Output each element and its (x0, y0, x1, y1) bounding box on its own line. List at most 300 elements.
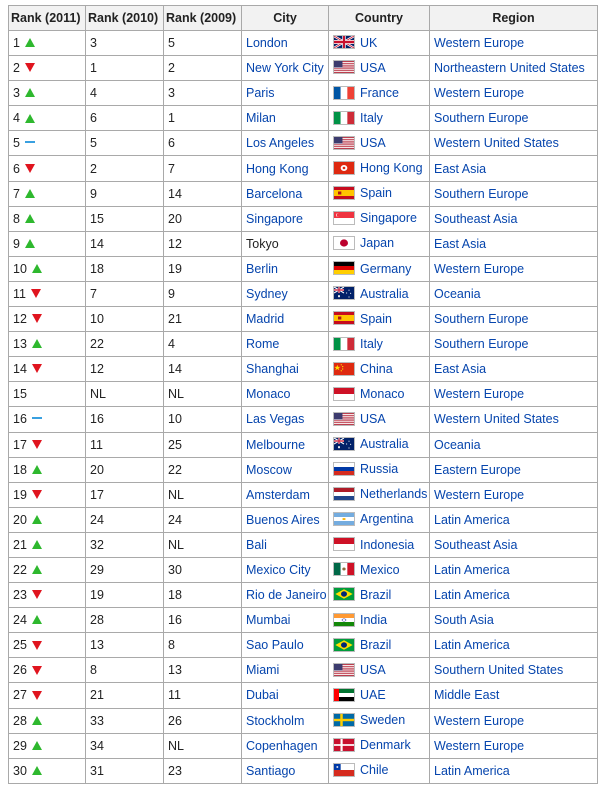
italy-flag-icon (333, 111, 355, 125)
trend-up-icon (32, 264, 42, 273)
country-link[interactable]: Spain (360, 311, 392, 326)
region-cell (430, 683, 598, 708)
rank-2011: 3 (13, 86, 20, 101)
region-link[interactable]: Latin America (434, 563, 510, 578)
city-cell (242, 583, 329, 608)
region-link[interactable]: Southern United States (434, 663, 564, 678)
city-link[interactable]: Stockholm (246, 713, 305, 728)
region-cell (430, 482, 598, 507)
city-link[interactable]: Shanghai (246, 362, 299, 377)
rank-2011-cell (9, 432, 86, 457)
trend-down-icon (32, 666, 42, 675)
rank-2009: 14 (168, 186, 182, 201)
region-cell (430, 608, 598, 633)
header-row (9, 6, 598, 31)
rank-2010: 17 (90, 487, 104, 502)
region-link[interactable]: Middle East (434, 688, 500, 703)
rank-2010-cell (86, 457, 164, 482)
rank-2011: 6 (13, 161, 20, 176)
city-link[interactable]: Sao Paulo (246, 638, 304, 653)
city-link[interactable]: Los Angeles (246, 136, 315, 151)
rank-2011-cell (9, 683, 86, 708)
rank-2011-cell (9, 281, 86, 306)
rank-2009: 23 (168, 763, 182, 778)
rank-2009-cell (164, 206, 242, 231)
col-header-country[interactable]: Country (329, 6, 430, 31)
city-link[interactable]: Rome (246, 337, 280, 352)
city-link: Tokyo (246, 236, 279, 251)
country-link[interactable]: Indonesia (360, 537, 415, 552)
hong-kong-flag-icon (333, 161, 355, 175)
region-link[interactable]: Northeastern United States (434, 61, 585, 76)
region-link[interactable]: South Asia (434, 613, 494, 628)
city-cell (242, 332, 329, 357)
rank-2011-cell (9, 307, 86, 332)
table-row (9, 382, 598, 407)
region-cell (430, 432, 598, 457)
japan-flag-icon (333, 236, 355, 250)
rank-2009-cell (164, 407, 242, 432)
country-cell (329, 307, 430, 332)
region-link[interactable]: Eastern Europe (434, 462, 521, 477)
rank-2011: 20 (13, 512, 27, 527)
country-link[interactable]: Netherlands (360, 487, 428, 502)
rank-2011-cell (9, 106, 86, 131)
country-link[interactable]: Italy (360, 110, 383, 125)
rank-2011-cell (9, 407, 86, 432)
region-link[interactable]: Southeast Asia (434, 537, 518, 552)
rank-2010: 24 (90, 512, 104, 527)
rank-2011-cell (9, 482, 86, 507)
region-link[interactable]: Western Europe (434, 738, 525, 753)
city-link[interactable]: Amsterdam (246, 487, 310, 502)
region-link[interactable]: Western Europe (434, 86, 525, 101)
rank-2010: 16 (90, 412, 104, 427)
trend-down-icon (32, 440, 42, 449)
trend-down-icon (32, 364, 42, 373)
country-cell (329, 633, 430, 658)
rank-2010: NL (90, 387, 106, 402)
table-row (9, 156, 598, 181)
rank-2011-cell (9, 81, 86, 106)
region-cell (430, 457, 598, 482)
country-cell (329, 156, 430, 181)
france-flag-icon (333, 86, 355, 100)
city-cell (242, 281, 329, 306)
city-link[interactable]: Dubai (246, 688, 279, 703)
col-header-rank-2011[interactable]: Rank (2011) (9, 6, 86, 31)
denmark-flag-icon (333, 738, 355, 752)
region-cell (430, 332, 598, 357)
city-link[interactable]: Berlin (246, 261, 278, 276)
city-cell (242, 181, 329, 206)
rank-2009-cell (164, 56, 242, 81)
rank-2009: 1 (168, 111, 175, 126)
rank-2010: 2 (90, 161, 97, 176)
country-link[interactable]: Singapore (360, 211, 417, 226)
trend-up-icon (32, 339, 42, 348)
table-row (9, 181, 598, 206)
city-link[interactable]: Mumbai (246, 613, 291, 628)
region-link[interactable]: Oceania (434, 437, 481, 452)
rank-2010: 15 (90, 211, 104, 226)
city-link[interactable]: Singapore (246, 211, 303, 226)
table-row (9, 658, 598, 683)
rank-2011-cell (9, 532, 86, 557)
rank-2011-cell (9, 758, 86, 783)
country-cell (329, 658, 430, 683)
usa-flag-icon (333, 412, 355, 426)
region-cell (430, 106, 598, 131)
rank-2010-cell (86, 56, 164, 81)
region-cell (430, 181, 598, 206)
rankings-table (8, 5, 598, 784)
region-link[interactable]: Southern Europe (434, 312, 529, 327)
table-row (9, 307, 598, 332)
rank-2010-cell (86, 332, 164, 357)
city-cell (242, 758, 329, 783)
city-link[interactable]: Sydney (246, 286, 288, 301)
country-link[interactable]: Italy (360, 336, 383, 351)
country-cell (329, 557, 430, 582)
region-cell (430, 281, 598, 306)
region-cell (430, 256, 598, 281)
col-header-rank-2009[interactable]: Rank (2009) (164, 6, 242, 31)
rank-2009: 21 (168, 312, 182, 327)
rank-2009: 2 (168, 61, 175, 76)
country-link[interactable]: Germany (360, 261, 412, 276)
city-link[interactable]: Copenhagen (246, 738, 318, 753)
rank-2010: 32 (90, 537, 104, 552)
rank-2011-cell (9, 357, 86, 382)
city-cell (242, 733, 329, 758)
table-row (9, 457, 598, 482)
rank-2009: 12 (168, 236, 182, 251)
country-link[interactable]: Chile (360, 763, 389, 778)
rank-2010-cell (86, 658, 164, 683)
region-link[interactable]: Western Europe (434, 487, 525, 502)
col-header-rank-2010[interactable]: Rank (2010) (86, 6, 164, 31)
region-link[interactable]: East Asia (434, 362, 487, 377)
rank-2011: 18 (13, 462, 27, 477)
rank-2009-cell (164, 457, 242, 482)
rank-2010-cell (86, 583, 164, 608)
rank-2009: 11 (168, 688, 181, 703)
country-cell (329, 457, 430, 482)
rank-2009-cell (164, 482, 242, 507)
rank-2010-cell (86, 357, 164, 382)
table-row (9, 608, 598, 633)
rank-2009-cell (164, 231, 242, 256)
country-link[interactable]: Russia (360, 462, 399, 477)
rank-2009-cell (164, 382, 242, 407)
table-row (9, 407, 598, 432)
region-cell (430, 231, 598, 256)
rank-2009: NL (168, 738, 184, 753)
city-cell (242, 81, 329, 106)
rank-2010: 6 (90, 111, 97, 126)
country-link[interactable]: Brazil (360, 637, 392, 652)
table-row (9, 507, 598, 532)
region-link[interactable]: Western Europe (434, 713, 525, 728)
trend-up-icon (32, 716, 42, 725)
rank-2010-cell (86, 81, 164, 106)
region-link[interactable]: Western Europe (434, 387, 525, 402)
country-link[interactable]: Denmark (360, 738, 411, 753)
chile-flag-icon (333, 763, 355, 777)
region-link[interactable]: Latin America (434, 638, 510, 653)
rank-2011: 29 (13, 738, 27, 753)
region-link[interactable]: East Asia (434, 161, 487, 176)
region-cell (430, 81, 598, 106)
city-cell (242, 432, 329, 457)
trend-down-icon (25, 164, 35, 173)
trend-down-icon (32, 590, 42, 599)
table-row (9, 256, 598, 281)
table-row (9, 357, 598, 382)
country-link[interactable]: UAE (360, 688, 386, 703)
country-link[interactable]: France (360, 85, 399, 100)
region-cell (430, 131, 598, 156)
rank-2010: 14 (90, 236, 104, 251)
trend-up-icon (25, 38, 35, 47)
rank-2010-cell (86, 106, 164, 131)
region-cell (430, 733, 598, 758)
rank-2011: 30 (13, 763, 27, 778)
region-link[interactable]: Southeast Asia (434, 211, 518, 226)
rank-2009: NL (168, 537, 184, 552)
country-link[interactable]: USA (360, 60, 386, 75)
region-link[interactable]: Oceania (434, 286, 481, 301)
spain-flag-icon (333, 311, 355, 325)
trend-unchanged-icon (25, 141, 35, 143)
rank-2011: 25 (13, 638, 27, 653)
rank-2010: 7 (90, 286, 97, 301)
region-link[interactable]: Western United States (434, 412, 559, 427)
col-header-city[interactable]: City (242, 6, 329, 31)
col-header-region[interactable]: Region (430, 6, 598, 31)
netherlands-flag-icon (333, 487, 355, 501)
table-row (9, 106, 598, 131)
region-link[interactable]: Southern Europe (434, 186, 529, 201)
trend-up-icon (32, 565, 42, 574)
rank-2010-cell (86, 683, 164, 708)
rank-2011: 17 (13, 437, 27, 452)
city-link[interactable]: Bali (246, 537, 267, 552)
city-link[interactable]: Miami (246, 663, 280, 678)
city-link[interactable]: Hong Kong (246, 161, 309, 176)
country-link[interactable]: Spain (360, 186, 392, 201)
rank-2011-cell (9, 457, 86, 482)
rank-2011: 15 (13, 387, 27, 402)
rank-2009: 6 (168, 136, 175, 151)
brazil-flag-icon (333, 587, 355, 601)
australia-flag-icon (333, 437, 355, 451)
country-cell (329, 482, 430, 507)
region-link[interactable]: Western Europe (434, 36, 525, 51)
rank-2011-cell (9, 131, 86, 156)
country-link[interactable]: India (360, 612, 388, 627)
trend-up-icon (32, 465, 42, 474)
rank-2009: 26 (168, 713, 182, 728)
region-link[interactable]: Latin America (434, 763, 510, 778)
italy-flag-icon (333, 337, 355, 351)
table-row (9, 683, 598, 708)
region-cell (430, 658, 598, 683)
trend-unchanged-icon (32, 417, 42, 419)
city-link[interactable]: Melbourne (246, 437, 306, 452)
rank-2011-cell (9, 658, 86, 683)
rank-2009-cell (164, 281, 242, 306)
country-cell (329, 131, 430, 156)
rank-2009-cell (164, 507, 242, 532)
city-link[interactable]: Mexico City (246, 563, 311, 578)
rank-2011: 12 (13, 312, 27, 327)
rank-2009: 30 (168, 563, 182, 578)
table-row (9, 482, 598, 507)
country-link[interactable]: USA (360, 412, 386, 427)
rank-2011: 28 (13, 713, 27, 728)
region-cell (430, 156, 598, 181)
region-cell (430, 507, 598, 532)
region-link[interactable]: Latin America (434, 512, 510, 527)
city-link[interactable]: New York City (246, 61, 324, 76)
country-cell (329, 733, 430, 758)
table-row (9, 56, 598, 81)
rank-2011: 24 (13, 613, 27, 628)
country-cell (329, 432, 430, 457)
city-cell (242, 382, 329, 407)
rank-2009-cell (164, 31, 242, 56)
country-cell (329, 608, 430, 633)
city-cell (242, 708, 329, 733)
rank-2010: 4 (90, 86, 97, 101)
rank-2010: 22 (90, 337, 104, 352)
trend-up-icon (32, 615, 42, 624)
country-link[interactable]: China (360, 361, 393, 376)
rank-2010-cell (86, 733, 164, 758)
rank-2009: 8 (168, 638, 175, 653)
region-link[interactable]: Southern Europe (434, 111, 529, 126)
city-link[interactable]: Paris (246, 86, 275, 101)
city-cell (242, 256, 329, 281)
rank-2009-cell (164, 633, 242, 658)
country-link[interactable]: UK (360, 35, 378, 50)
table-row (9, 131, 598, 156)
city-link[interactable]: Rio de Janeiro (246, 588, 327, 603)
trend-up-icon (32, 515, 42, 524)
table-row (9, 633, 598, 658)
rank-2010-cell (86, 432, 164, 457)
uk-flag-icon (333, 35, 355, 49)
city-cell (242, 633, 329, 658)
rank-2011: 5 (13, 136, 20, 151)
rank-2011: 21 (13, 537, 27, 552)
country-link[interactable]: Mexico (360, 562, 400, 577)
country-cell (329, 56, 430, 81)
country-link[interactable]: USA (360, 663, 386, 678)
usa-flag-icon (333, 136, 355, 150)
city-link[interactable]: Buenos Aires (246, 512, 320, 527)
country-link[interactable]: Australia (360, 437, 409, 452)
rank-2010: 28 (90, 613, 104, 628)
region-link[interactable]: Southern Europe (434, 337, 529, 352)
region-link[interactable]: Western United States (434, 136, 559, 151)
rank-2011: 4 (13, 111, 20, 126)
city-link[interactable]: Madrid (246, 312, 285, 327)
rank-2010: 31 (90, 763, 104, 778)
table-row (9, 758, 598, 783)
region-link[interactable]: East Asia (434, 236, 487, 251)
city-link[interactable]: London (246, 36, 288, 51)
rank-2010: 12 (90, 362, 104, 377)
rank-2009-cell (164, 583, 242, 608)
region-cell (430, 382, 598, 407)
rank-2011-cell (9, 56, 86, 81)
trend-down-icon (31, 289, 41, 298)
rank-2010: 10 (90, 312, 104, 327)
country-link[interactable]: Hong Kong (360, 161, 423, 176)
rank-2009-cell (164, 758, 242, 783)
country-link[interactable]: Sweden (360, 713, 406, 728)
region-cell (430, 633, 598, 658)
table-row (9, 583, 598, 608)
country-link[interactable]: Argentina (360, 512, 414, 527)
city-link[interactable]: Monaco (246, 387, 291, 402)
rank-2011: 9 (13, 236, 20, 251)
city-cell (242, 231, 329, 256)
city-link[interactable]: Las Vegas (246, 412, 305, 427)
uae-flag-icon (333, 688, 355, 702)
country-cell (329, 532, 430, 557)
rank-2010-cell (86, 131, 164, 156)
table-row (9, 31, 598, 56)
region-cell (430, 307, 598, 332)
region-cell (430, 56, 598, 81)
table-row (9, 281, 598, 306)
country-link[interactable]: Monaco (360, 387, 405, 401)
city-link[interactable]: Milan (246, 111, 276, 126)
rank-2010: 11 (90, 437, 103, 452)
rank-2010-cell (86, 281, 164, 306)
country-link[interactable]: Japan (360, 236, 395, 251)
rank-2009: 3 (168, 86, 175, 101)
city-link[interactable]: Moscow (246, 462, 292, 477)
table-row (9, 231, 598, 256)
city-link[interactable]: Barcelona (246, 186, 303, 201)
city-cell (242, 156, 329, 181)
rank-2011: 10 (13, 261, 27, 276)
rank-2009-cell (164, 733, 242, 758)
trend-up-icon (25, 114, 35, 123)
region-link[interactable]: Latin America (434, 588, 510, 603)
table-row (9, 733, 598, 758)
country-cell (329, 708, 430, 733)
rank-2009-cell (164, 683, 242, 708)
city-cell (242, 557, 329, 582)
rank-2010-cell (86, 307, 164, 332)
country-link[interactable]: USA (360, 136, 386, 151)
table-row (9, 532, 598, 557)
trend-up-icon (32, 540, 42, 549)
city-link[interactable]: Santiago (246, 763, 296, 778)
country-link[interactable]: Brazil (360, 587, 392, 602)
country-link[interactable]: Australia (360, 286, 409, 301)
brazil-flag-icon (333, 638, 355, 652)
region-link[interactable]: Western Europe (434, 261, 525, 276)
rank-2010-cell (86, 557, 164, 582)
trend-down-icon (25, 63, 35, 72)
